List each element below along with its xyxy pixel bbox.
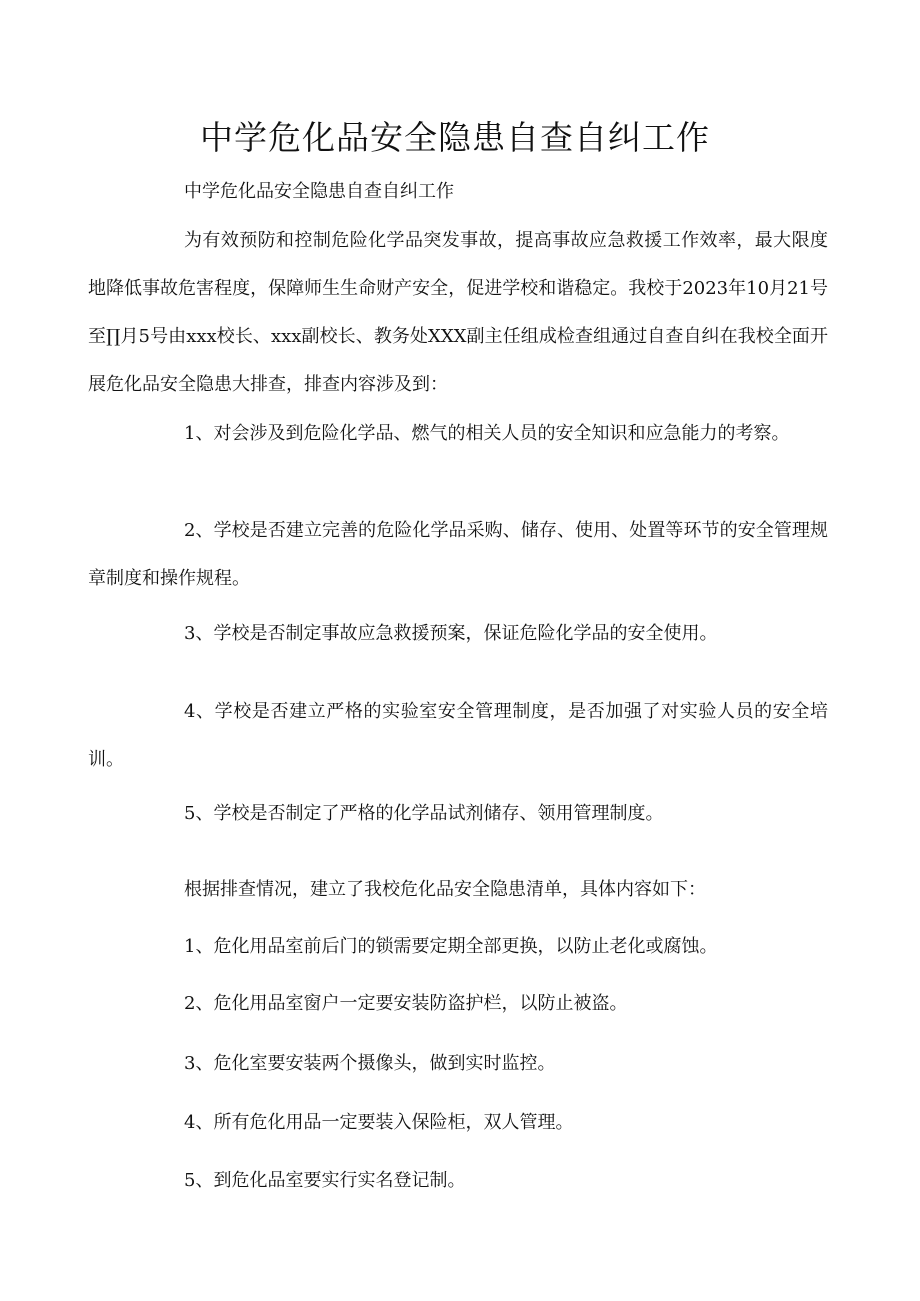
hazard-item: 5、到危化品室要实行实名登记制。 [184, 1170, 466, 1191]
hazard-item: 2、危化用品室窗户一定要安装防盗护栏，以防止被盗。 [184, 993, 628, 1014]
check-item: 3、学校是否制定事故应急救援预案，保证危险化学品的安全使用。 [184, 623, 718, 644]
hazard-item: 3、危化室要安装两个摄像头，做到实时监控。 [184, 1053, 556, 1074]
hazard-list-intro: 根据排查情况，建立了我校危化品安全隐患清单，具体内容如下： [184, 879, 706, 900]
document-subtitle: 中学危化品安全隐患自查自纠工作 [184, 181, 454, 202]
check-item: 5、学校是否制定了严格的化学品试剂储存、领用管理制度。 [184, 803, 664, 824]
hazard-item: 4、所有危化用品一定要装入保险柜，双人管理。 [184, 1112, 574, 1133]
intro-paragraph: 为有效预防和控制危险化学品突发事故，提高事故应急救援工作效率，最大限度地降低事故危害程度，保障师生生命财产安全，促进学校和谐稳定。我校于2023年10月21号至∏月5号由xxx校长、xxx副校长、教务处XXX副主任组成检查组通过自查自纠在我校全面开展危化品安全隐患大排查，排查内容涉及到： [88, 230, 828, 395]
check-item: 2、学校是否建立完善的危险化学品采购、储存、使用、处置等环节的安全管理规章制度和操作规程。 [88, 520, 828, 589]
hazard-item: 1、危化用品室前后门的锁需要定期全部更换，以防止老化或腐蚀。 [184, 936, 718, 957]
check-item: 1、对会涉及到危险化学品、燃气的相关人员的安全知识和应急能力的考察。 [184, 423, 790, 444]
document-title: 中学危化品安全隐患自查自纠工作 [200, 118, 710, 157]
check-item: 4、学校是否建立严格的实验室安全管理制度，是否加强了对实验人员的安全培训。 [88, 701, 828, 770]
